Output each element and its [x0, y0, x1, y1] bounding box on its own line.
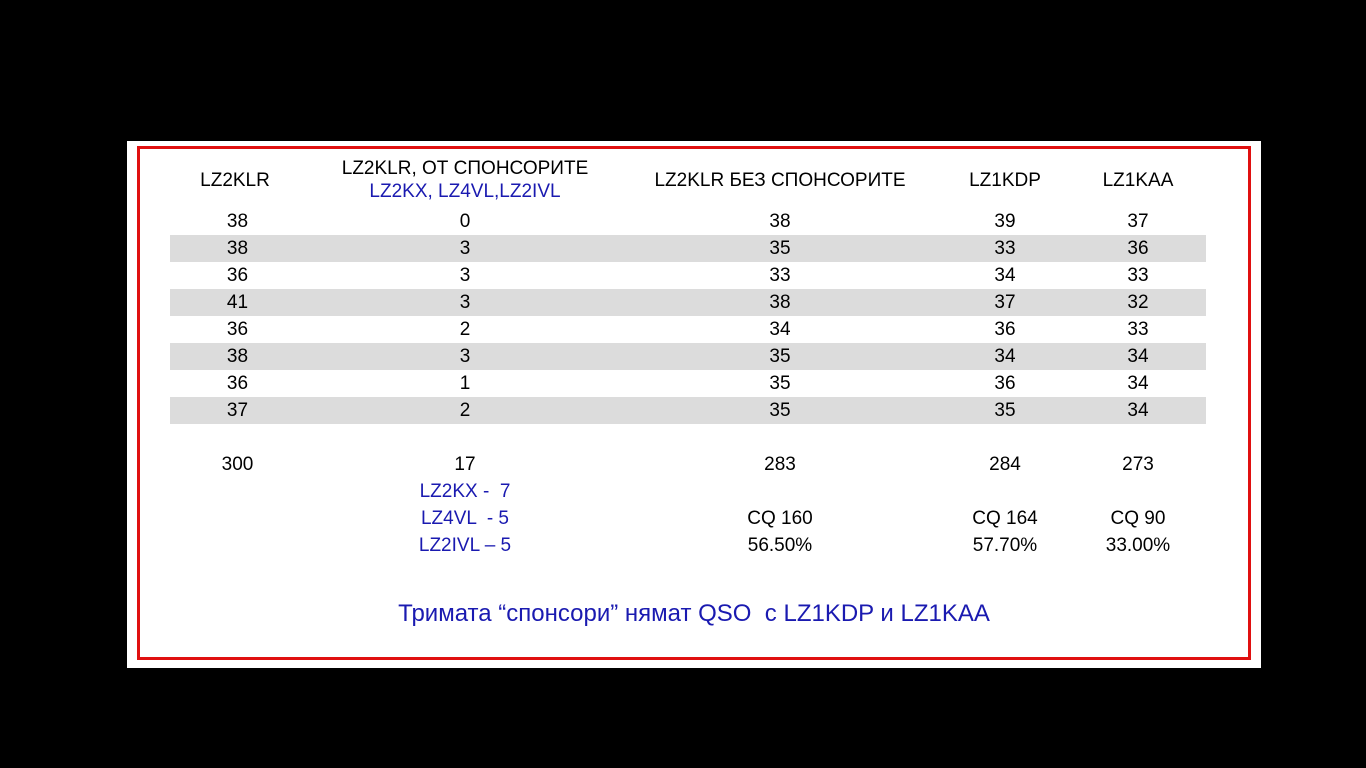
table-cell: 36	[226, 265, 249, 286]
header-col-3: LZ2KLR БЕЗ СПОНСОРИТЕ	[654, 170, 906, 191]
header-col-4: LZ1KDP	[969, 170, 1041, 191]
sponsor-lz2ivl: LZ2IVL – 5	[418, 535, 512, 556]
table-cell: 36	[994, 319, 1016, 340]
footnote: Тримата “спонсори” нямат QSO с LZ1KDP и LZ1KAA	[398, 600, 990, 627]
cq-col-3: CQ 160	[747, 508, 813, 529]
header-col-2-sponsors: LZ2KX, LZ4VL,LZ2IVL	[369, 181, 561, 202]
table-cell: 3	[459, 346, 471, 367]
table-cell: 34	[769, 319, 791, 340]
table-cell: 35	[769, 346, 791, 367]
header-col-5: LZ1KAA	[1102, 170, 1174, 191]
sponsor-lz4vl: LZ4VL - 5	[420, 508, 509, 529]
table-cell: 35	[769, 400, 791, 421]
table-cell: 1	[459, 373, 471, 394]
table-cell: 0	[459, 211, 471, 232]
table-cell: 35	[769, 238, 791, 259]
table-cell: 33	[1127, 265, 1149, 286]
total-col-3: 283	[764, 454, 796, 475]
table-cell: 35	[769, 373, 791, 394]
percent-col-5: 33.00%	[1105, 535, 1171, 556]
header-col-1: LZ2KLR	[200, 170, 270, 191]
table-cell: 34	[1127, 400, 1149, 421]
cq-col-5: CQ 90	[1110, 508, 1166, 529]
table-cell: 32	[1127, 292, 1149, 313]
table-cell: 38	[769, 292, 791, 313]
total-col-5: 273	[1122, 454, 1154, 475]
header-col-2: LZ2KLR, ОТ СПОНСОРИТЕ	[341, 158, 589, 179]
total-col-2: 17	[454, 454, 476, 475]
table-cell: 37	[994, 292, 1016, 313]
table-cell: 37	[1127, 211, 1149, 232]
table-cell: 3	[459, 292, 471, 313]
table-cell: 2	[459, 400, 471, 421]
table-cell: 34	[994, 265, 1016, 286]
slide	[127, 141, 1261, 668]
table-cell: 34	[1127, 373, 1149, 394]
table-cell: 36	[1127, 238, 1149, 259]
total-col-1: 300	[221, 454, 254, 475]
table-cell: 36	[226, 319, 249, 340]
percent-col-4: 57.70%	[972, 535, 1038, 556]
table-cell: 38	[226, 346, 249, 367]
table-cell: 3	[459, 265, 471, 286]
table-cell: 36	[994, 373, 1016, 394]
table-cell: 35	[994, 400, 1016, 421]
table-cell: 33	[994, 238, 1016, 259]
table-cell: 34	[994, 346, 1016, 367]
table-cell: 41	[226, 292, 249, 313]
table-cell: 33	[769, 265, 791, 286]
table-cell: 38	[769, 211, 791, 232]
total-col-4: 284	[989, 454, 1021, 475]
table-cell: 39	[994, 211, 1016, 232]
cq-col-4: CQ 164	[972, 508, 1038, 529]
table-cell: 3	[459, 238, 471, 259]
sponsor-lz2kx: LZ2KX - 7	[419, 481, 511, 502]
table-cell: 2	[459, 319, 471, 340]
table-cell: 38	[226, 211, 249, 232]
table-cell: 37	[226, 400, 249, 421]
table-cell: 36	[226, 373, 249, 394]
table-cell: 33	[1127, 319, 1149, 340]
table-cell: 38	[226, 238, 249, 259]
percent-col-3: 56.50%	[747, 535, 813, 556]
table-cell: 34	[1127, 346, 1149, 367]
